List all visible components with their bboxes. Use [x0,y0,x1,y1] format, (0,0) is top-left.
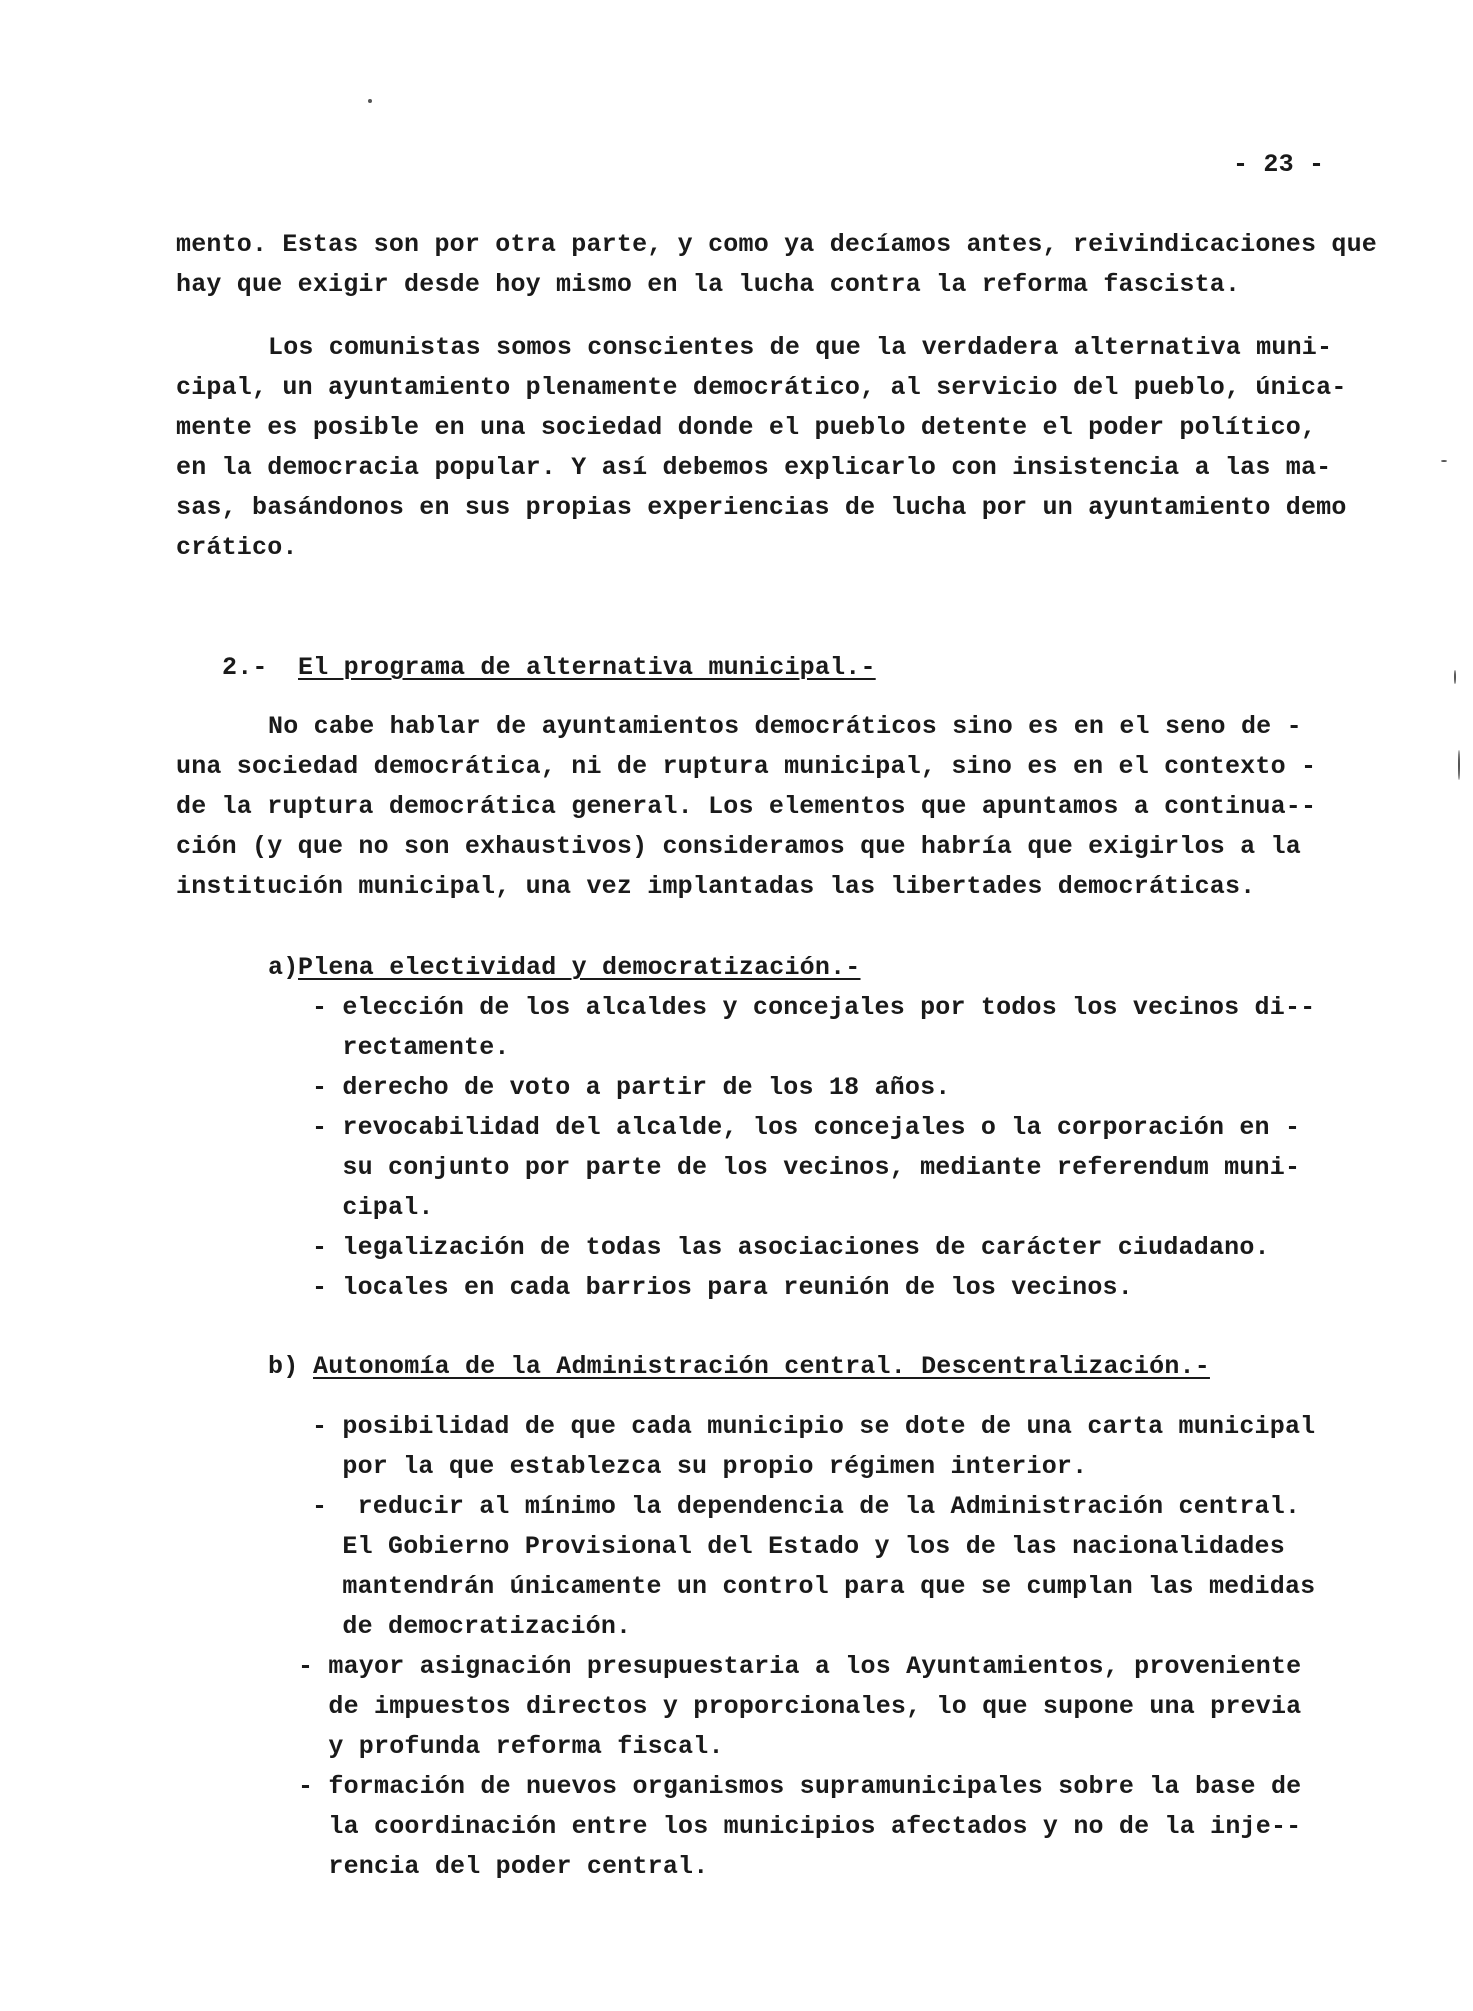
text-line: cipal, un ayuntamiento plenamente democrático, al servicio del pueblo, única- [176,373,1347,402]
list-line: rencia del poder central. [298,1852,709,1881]
list-line: y profunda reforma fiscal. [298,1732,724,1761]
text-line: una sociedad democrática, ni de ruptura municipal, sino es en el contexto - [176,752,1317,781]
text-line: mente es posible en una sociedad donde el pueblo detente el poder político, [176,413,1317,442]
list-line: - posibilidad de que cada municipio se dote de una carta municipal [312,1412,1316,1441]
text-line: mento. Estas son por otra parte, y como ya decíamos antes, reivindicaciones que [176,230,1377,259]
scan-speck [368,99,372,103]
text-line: institución municipal, una vez implantadas las libertades democráticas. [176,872,1256,901]
text-line: ción (y que no son exhaustivos) consideramos que habría que exigirlos a la [176,832,1301,861]
list-line: - formación de nuevos organismos supramunicipales sobre la base de [298,1772,1302,1801]
list-line: de democratización. [312,1612,632,1641]
list-line: de impuestos directos y proporcionales, lo que supone una previa [298,1692,1302,1721]
list-line: la coordinación entre los municipios afectados y no de la inje-- [298,1812,1302,1841]
page-number: - 23 - [1233,150,1325,179]
text-line: de la ruptura democrática general. Los elementos que apuntamos a continua-- [176,792,1317,821]
subsection-marker: a) [268,953,299,982]
list-line: mantendrán únicamente un control para que se cumplan las medidas [312,1572,1316,1601]
scan-speck [1454,670,1456,684]
list-line: El Gobierno Provisional del Estado y los de las nacionalidades [312,1532,1285,1561]
text-line: sas, basándonos en sus propias experiencias de lucha por un ayuntamiento demo [176,493,1347,522]
list-line: rectamente. [312,1033,510,1062]
section-number: 2.- [222,653,268,682]
list-line: - locales en cada barrios para reunión de los vecinos. [312,1273,1133,1302]
list-line: su conjunto por parte de los vecinos, mediante referendum muni- [312,1153,1301,1182]
list-line: cipal. [312,1193,434,1222]
subsection-title: Plena electividad y democratización.- [298,953,861,982]
list-line: - revocabilidad del alcalde, los concejales o la corporación en - [312,1113,1301,1142]
text-line: en la democracia popular. Y así debemos explicarlo con insistencia a las ma- [176,453,1332,482]
subsection-marker: b) [268,1352,299,1381]
list-line: por la que establezca su propio régimen interior. [312,1452,1088,1481]
text-line: No cabe hablar de ayuntamientos democráticos sino es en el seno de - [268,712,1302,741]
section-title: El programa de alternativa municipal.- [298,653,876,682]
scan-speck [1441,460,1447,462]
subsection-title: Autonomía de la Administración central. Descentralización.- [313,1352,1210,1381]
text-line: crático. [176,533,298,562]
text-line: hay que exigir desde hoy mismo en la lucha contra la reforma fascista. [176,270,1241,299]
scan-speck [1458,750,1460,780]
list-line: - derecho de voto a partir de los 18 años. [312,1073,951,1102]
list-line: - legalización de todas las asociaciones de carácter ciudadano. [312,1233,1270,1262]
text-line: Los comunistas somos conscientes de que la verdadera alternativa muni- [268,333,1333,362]
list-line: - reducir al mínimo la dependencia de la Administración central. [312,1492,1301,1521]
list-line: - mayor asignación presupuestaria a los Ayuntamientos, proveniente [298,1652,1302,1681]
list-line: - elección de los alcaldes y concejales por todos los vecinos di-- [312,993,1316,1022]
